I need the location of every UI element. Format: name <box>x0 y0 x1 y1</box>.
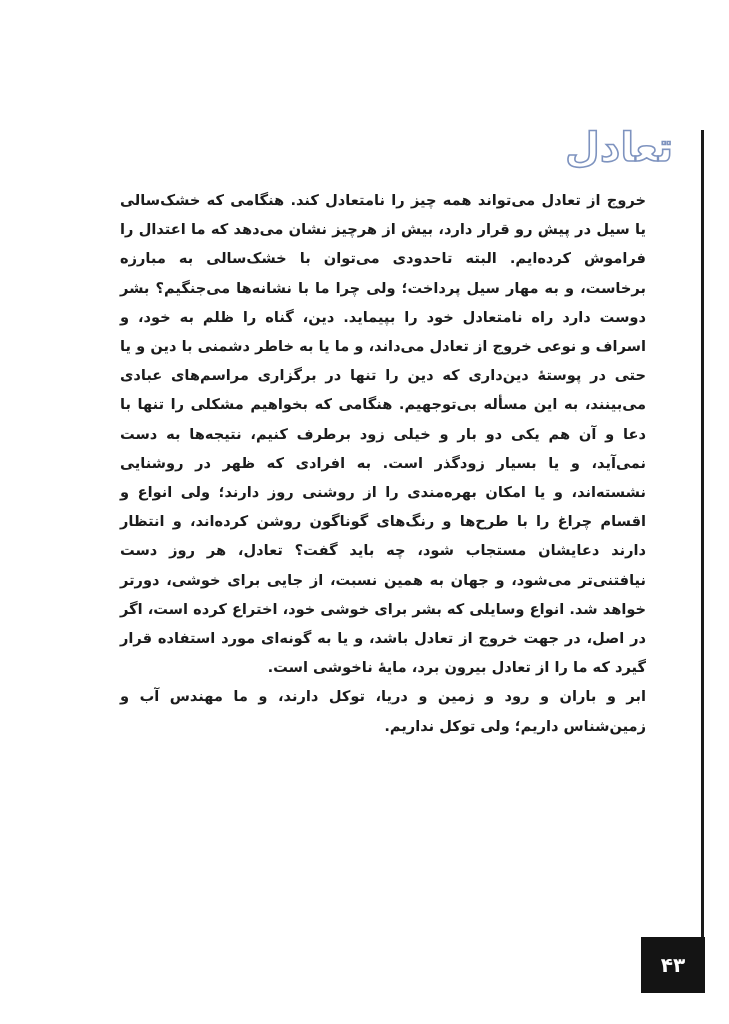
page-number-box <box>641 937 705 993</box>
paragraph-2: ابر و باران و رود و زمین و دریا، توکل دارند، و ما مهندس آب و زمین‌شناس داریم؛ ولی توکل نداریم. <box>120 688 646 735</box>
paragraph-1: خروج از تعادل می‌تواند همه چیز را نامتعادل کند. هنگامی که خشک‌سالی یا سیل در پیش رو قرار دارد، بیش از هرچیز نشان می‌دهد که ما اعتدال را فراموش کرده‌ایم. البته تاحدودی می‌توان با خشک‌سالی به مبارزه برخاست، و به مهار سیل پرداخت؛ ولی چرا ما با نشانه‌ها می‌جنگیم؟ بشر دوست دارد راه نامتعادل خود را بپیماید. دین، گناه را ظلم به خود، و اسراف و نوعی خروج از تعادل می‌داند، و ما یا به خاطر دشمنی با دین و یا حتی در پوستهٔ دین‌داری که دین را تنها در برگزاری مراسم‌های عبادی می‌بینند، به این مسأله بی‌توجهیم. هنگامی که بخواهیم مشکلی را تنها با دعا و آن هم یکی دو بار و خیلی زود برطرف کنیم، نتیجه‌ها به دست نمی‌آید، و یا بسیار زودگذر است. به افرادی که ظهر در روشنایی نشسته‌اند، و یا امکان بهره‌مندی را از روشنی روز دارند؛ ولی انواع و اقسام چراغ را با طرح‌ها و رنگ‌های گوناگون روشن کرده‌اند، و انتظار دارند دعایشان مستجاب شود، چه باید گفت؟ تعادل، هر روز دست نیافتنی‌تر می‌شود، و جهان به همین نسبت، از جایی برای خوشی، دورتر خواهد شد. انواع وسایلی که بشر برای خوشی خود، اختراع کرده است، اگر در اصل، در جهت خروج از تعادل باشد، و یا به گونه‌ای مورد استفاده قرار گیرد که ما را از تعادل بیرون برد، مایهٔ ناخوشی است. <box>120 192 646 677</box>
margin-rule <box>701 130 704 975</box>
page-title: تعادل <box>565 125 673 171</box>
page-number: ۴۳ <box>660 953 686 977</box>
body-text <box>120 186 646 741</box>
